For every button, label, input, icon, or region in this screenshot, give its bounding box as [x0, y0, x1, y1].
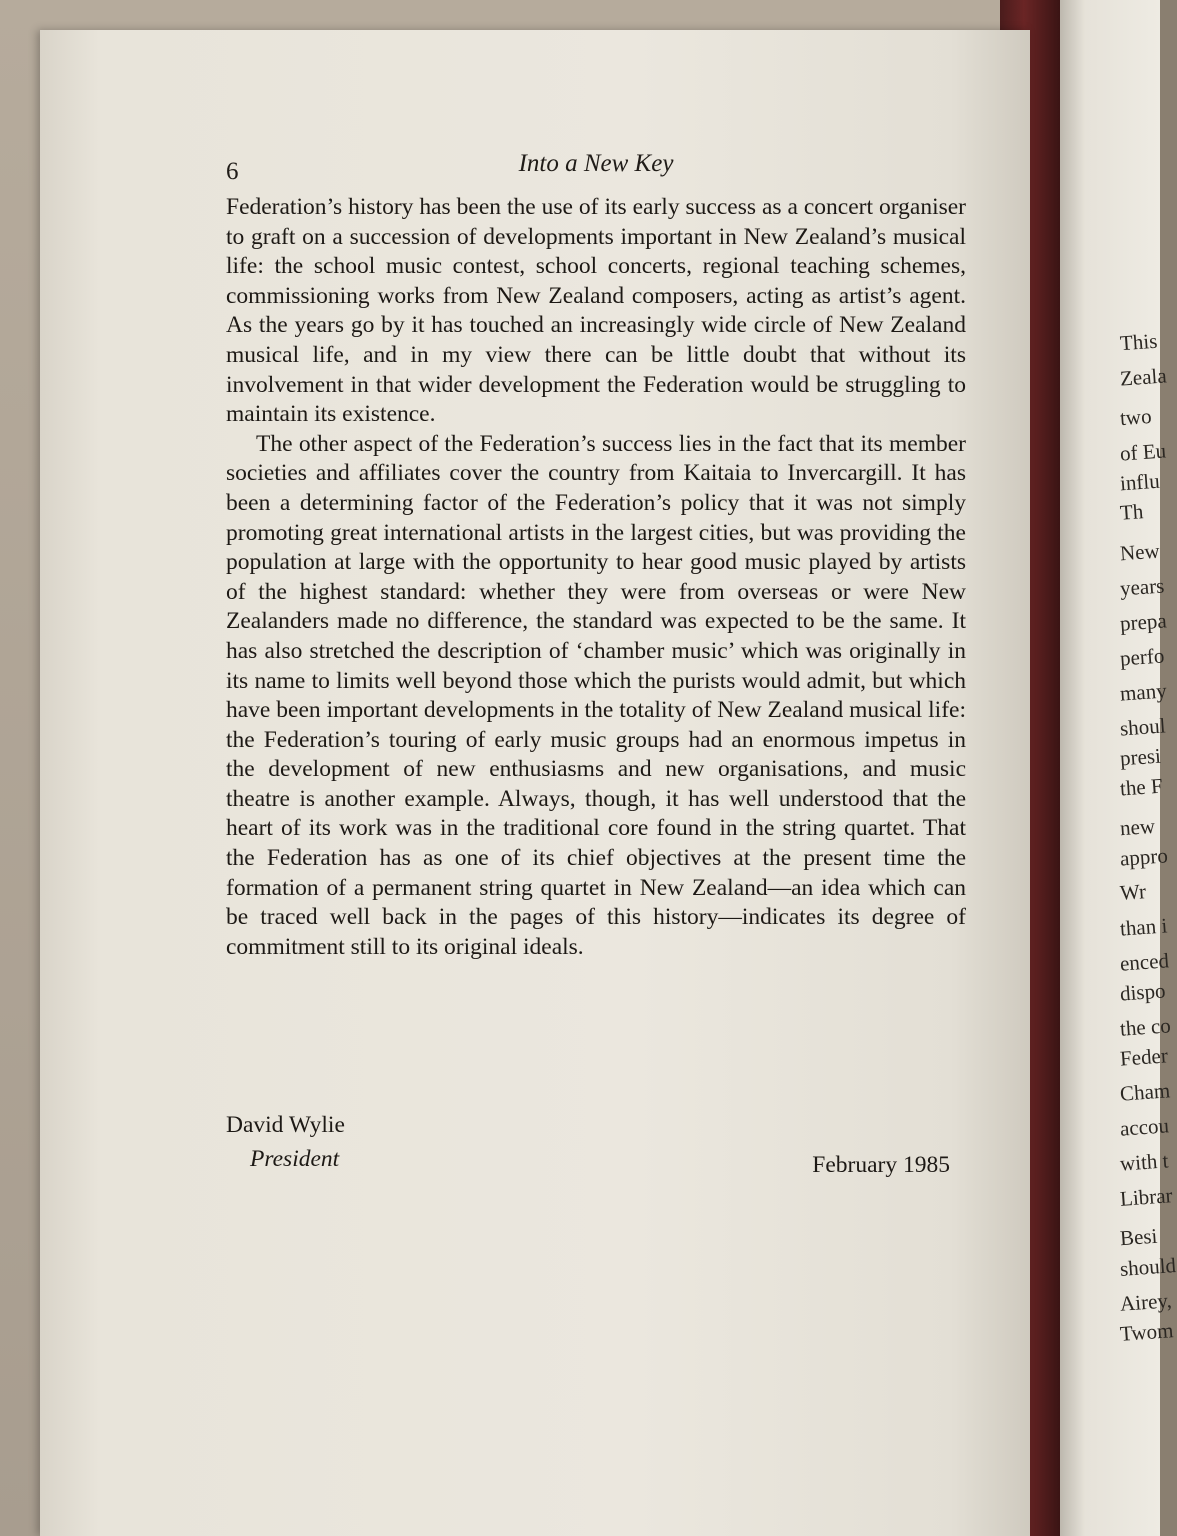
facing-page-fragment: Th	[1119, 499, 1145, 525]
facing-page-fragment: with t	[1119, 1148, 1170, 1176]
facing-page-fragment: shoul	[1119, 713, 1167, 741]
facing-page-fragment: Twom	[1119, 1318, 1175, 1346]
signatory-role: President	[250, 1146, 340, 1172]
facing-page-fragment: should	[1119, 1253, 1177, 1281]
facing-page-fragment: years	[1119, 573, 1166, 601]
facing-page-fragment: appro	[1119, 843, 1169, 871]
signature-block	[226, 1112, 966, 1182]
page-number: 6	[226, 158, 239, 185]
facing-page-fragment: New	[1119, 538, 1161, 566]
facing-page-fragment: the F	[1119, 773, 1164, 801]
facing-page-fragment: Wr	[1119, 879, 1147, 905]
body-text	[226, 193, 966, 962]
facing-page	[1060, 0, 1177, 1536]
facing-page-fragment: Airey,	[1119, 1288, 1173, 1316]
paragraph: The other aspect of the Federation’s success lies in the fact that its member societies and affiliates cover the country from Kaitaia to Invercargill. It has been a determining factor of the Federation’s policy that it was not simply promoting great international artists in the largest cities, but was providing the population at large with the opportunity to hear good music played by artists of the highest standard: whether they were from overseas or were New Zealanders made no difference, the standard was expected to be the same. It has also stretched the description of ‘chamber music’ which was originally in its name to limits well beyond those which the purists would admit, but which have been important developments in the totality of New Zealand musical life: the Federation’s touring of early music groups had an enormous impetus in the development of new enthusiasms and new organisations, and music theatre is another example. Always, though, it has well understood that the heart of its work was in the traditional core found in the string quartet. That the Federation has as one of its chief objectives at the present time the formation of a permanent string quartet in New Zealand—an idea which can be traced well back in the pages of this history—indicates its degree of commitment still to its original ideals.	[226, 430, 966, 960]
facing-page-fragment: enced	[1119, 948, 1170, 976]
facing-page-fragment: Librar	[1119, 1183, 1174, 1211]
signature-date: February 1985	[812, 1152, 950, 1178]
facing-page-fragment: perfo	[1119, 643, 1166, 671]
facing-page-fragment: Cham	[1119, 1078, 1171, 1106]
paragraph: Federation’s history has been the use of its early success as a concert organiser to graft on a succession of developments important in New Zealand’s musical life: the school music contest, school concerts, regional teaching schemes, commissioning works from New Zealand composers, acting as artist’s agent. As the years go by it has touched an increasingly wide circle of New Zealand musical life, and in my view there can be little doubt that without its involvement in that wider development the Federation would be struggling to maintain its existence.	[226, 194, 966, 428]
facing-page-fragment: two	[1119, 403, 1153, 431]
page-header	[226, 150, 966, 190]
facing-page-fragment: prepa	[1119, 608, 1168, 636]
facing-page-fragment: the co	[1119, 1013, 1172, 1041]
facing-page-fragment: Zeala	[1119, 363, 1168, 391]
facing-page-fragment: than i	[1119, 913, 1168, 941]
facing-page-fragment: accou	[1119, 1113, 1170, 1141]
facing-page-fragment: presi	[1119, 743, 1162, 771]
facing-page-fragment: of Eu	[1119, 438, 1167, 466]
running-title: Into a New Key	[518, 150, 674, 177]
facing-page-fragment: Feder	[1119, 1043, 1169, 1071]
facing-page-fragment: Besi	[1119, 1223, 1159, 1251]
facing-page-fragment: This	[1119, 328, 1159, 356]
facing-page-fragment: influ	[1119, 468, 1161, 496]
facing-page-fragment: dispo	[1119, 978, 1167, 1006]
facing-page-fragment: many	[1119, 678, 1168, 706]
facing-page-fragment: new	[1119, 813, 1156, 841]
signatory-name: David Wylie	[226, 1112, 345, 1138]
